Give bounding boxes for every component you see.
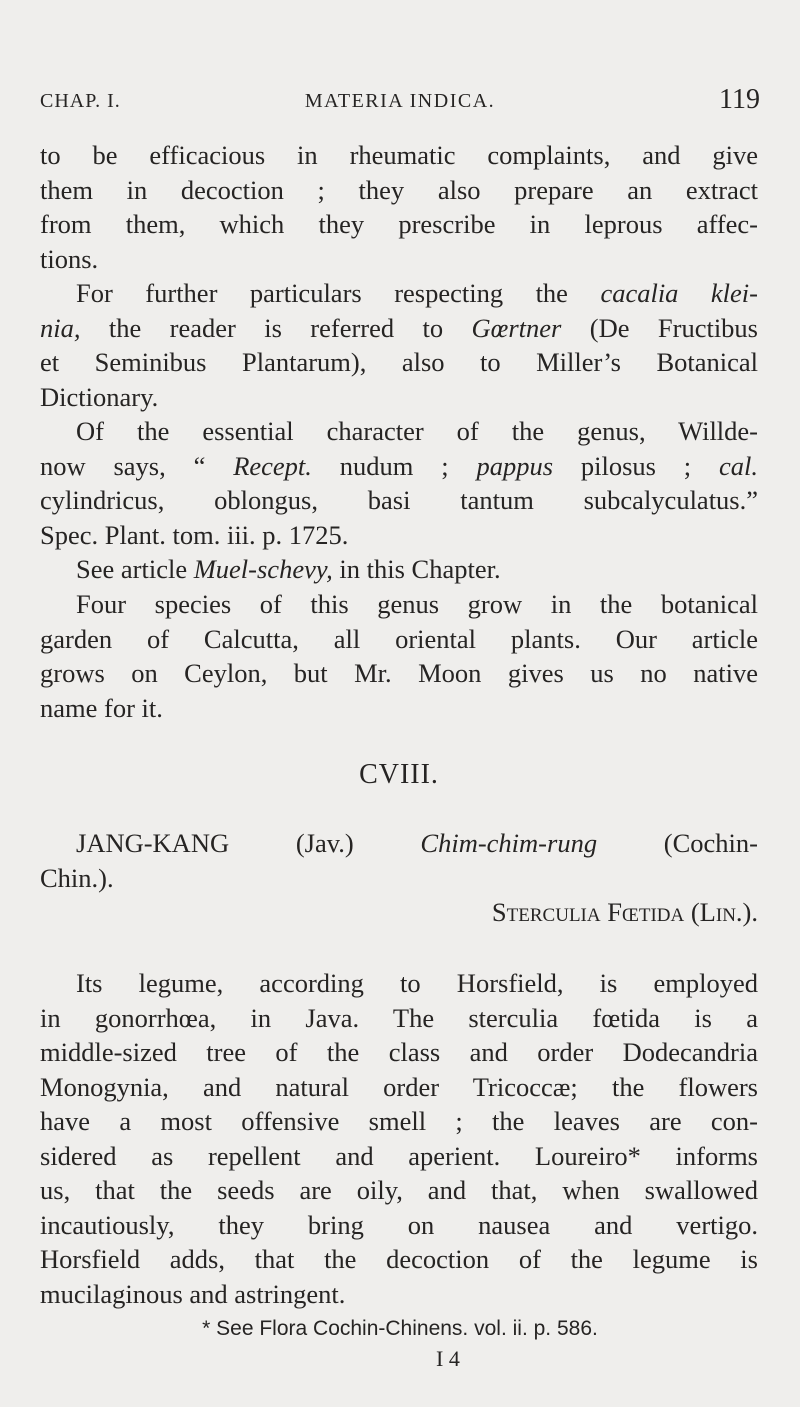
text-line: Monogynia, and natural order Tricoccæ; the flowers	[40, 1071, 758, 1102]
text-line: tions.	[40, 243, 99, 274]
paragraph-see-article	[40, 552, 758, 587]
text-run: now says, “	[40, 450, 234, 481]
text-line	[40, 276, 758, 311]
text-run: See article	[76, 554, 194, 584]
paragraph-continuation	[40, 138, 758, 276]
paragraph-references	[40, 276, 758, 414]
section-title	[40, 826, 758, 930]
text-run: For further particulars respecting the	[76, 278, 601, 308]
running-title: MATERIA INDICA.	[304, 90, 496, 112]
text-line: us, that the seeds are oily, and that, when swallowed	[40, 1175, 758, 1205]
running-header	[40, 84, 760, 118]
text-run: (De Fructibus	[561, 312, 758, 343]
text-line: to be efficacious in rheumatic complaints, and give	[40, 140, 758, 170]
text-line	[40, 311, 758, 346]
text-line: Horsfield adds, that the decoction of the legume is	[40, 1244, 758, 1274]
text-line: Its legume, according to Horsfield, is employed	[76, 968, 758, 998]
text-line: Chin.).	[40, 862, 114, 893]
text-line	[40, 449, 758, 484]
latin-term: Recept.	[233, 450, 312, 481]
footnote: * See Flora Cochin-Chinens. vol. ii. p. 586.	[202, 1317, 598, 1340]
text-run: nudum ;	[311, 450, 477, 481]
signature-mark: I 4	[436, 1346, 460, 1371]
text-line: sidered as repellent and aperient. Loureiro* informs	[40, 1140, 758, 1171]
vernacular-name: JANG-KANG (Jav.)	[76, 828, 421, 858]
cross-reference: Muel-schevy,	[193, 554, 333, 584]
text-line: have a most offensive smell ; the leaves are con-	[40, 1106, 758, 1136]
text-line	[40, 552, 758, 587]
page-number: 119	[719, 84, 760, 115]
text-line	[40, 826, 758, 861]
text-line: cylindricus, oblongus, basi tantum subcalyculatus.”	[40, 485, 758, 515]
text-line: incautiously, they bring on nausea and vertigo.	[40, 1209, 758, 1240]
text-line: et Seminibus Plantarum), also to Miller’s Botanical	[40, 347, 758, 377]
text-line: name for it.	[40, 692, 163, 723]
text-line: grows on Ceylon, but Mr. Moon gives us no native	[40, 658, 758, 688]
latin-term: cal.	[719, 450, 759, 481]
botanical-name: Sterculia Fœtida (Lin.).	[491, 897, 758, 927]
text-line: Spec. Plant. tom. iii. p. 1725.	[40, 519, 349, 550]
chapter-label: CHAP. I.	[40, 90, 121, 112]
text-line: Of the essential character of the genus, Willde-	[76, 416, 758, 446]
text-line: mucilaginous and astringent.	[40, 1278, 346, 1309]
species-name: nia,	[40, 312, 81, 343]
paragraph-species	[40, 587, 758, 725]
text-line: Four species of this genus grow in the botanical	[76, 589, 758, 619]
latin-term: pappus	[476, 450, 554, 481]
species-name: cacalia klei-	[600, 278, 758, 308]
paragraph-description	[40, 966, 758, 1311]
author-name: Gœrtner	[471, 312, 562, 343]
text-line: in gonorrhœa, in Java. The sterculia fœtida is a	[40, 1002, 758, 1033]
text-run: pilosus ;	[553, 450, 720, 481]
text-line: Dictionary.	[40, 381, 159, 412]
text-line: them in decoction ; they also prepare an extract	[40, 174, 758, 205]
paragraph-character	[40, 414, 758, 552]
vernacular-name-italic: Chim-chim-rung	[420, 828, 598, 858]
section-number: CVIII.	[359, 759, 439, 790]
text-line: garden of Calcutta, all oriental plants. Our article	[40, 623, 758, 654]
text-run: in this Chapter.	[332, 554, 501, 584]
text-line: middle-sized tree of the class and order Dodecandria	[40, 1037, 758, 1067]
text-line: from them, which they prescribe in leprous affec-	[40, 209, 758, 239]
text-run: (Cochin-	[597, 828, 758, 858]
text-run: the reader is referred to	[80, 312, 472, 343]
